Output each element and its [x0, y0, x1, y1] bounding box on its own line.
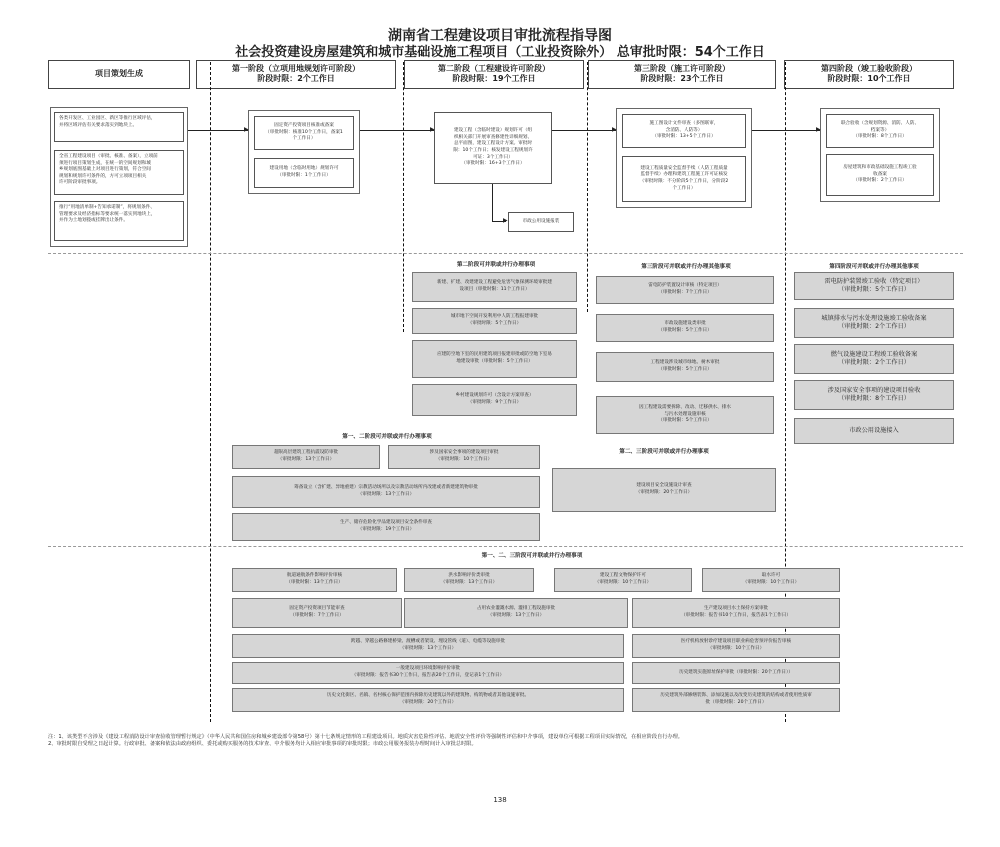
- stage-header-3: [588, 60, 776, 89]
- stage-name: 第一阶段（立项用地规划许可阶段）: [232, 64, 360, 73]
- parallel123-item: 医疗机构放射诊疗建设项目职业病危害预评价报告审核 （审批时限：10个工作日）: [632, 634, 840, 658]
- stage-header-planning: [48, 60, 190, 89]
- parallel4-item: 市政公用设施接入: [794, 418, 954, 444]
- stage4-box: 联合验收（含规划资源、消防、人防、 档案等） （审批时限：8个工作日）: [826, 114, 934, 148]
- parallel2-item: 乡村建设规划许可（含设计方案审查） （审批时限：9个工作日）: [412, 384, 577, 416]
- parallel123-item: 一般建设项目环境影响评价审批 （审批时限：报告书30个工作日，报告表20个工作日，登记表1个工作日）: [232, 662, 624, 684]
- parallel3-title: 第三阶段可并联或并行办理其他事项: [641, 264, 731, 270]
- stage-name: 第四阶段（竣工验收阶段）: [821, 64, 917, 73]
- parallel12-item: 筹备设立（含扩建、异地重建）宗教活动场所以及宗教活动场所内改建或者新建建筑物审批 （审批时限：13个工作日）: [232, 476, 540, 508]
- stage-limit: 阶段时限：23个工作日: [640, 74, 724, 83]
- parallel2-title: 第二阶段可并联或并行办理事项: [456, 262, 536, 268]
- stage-limit: 阶段时限：10个工作日: [827, 74, 911, 83]
- page-number: 138: [493, 796, 507, 804]
- parallel4-item: 城镇排水与污水处理设施竣工验收备案 （审批时限：2个工作日）: [794, 308, 954, 338]
- planning-box: 全省工程建设项目（审批、核准、备案），立项前 须进行项目策划生成，在统一的空间规划和城 乡规划底图基础上对项目进行策划，符合空间 规划和规划许可条件的，方可立项项目相关 许可阶段审批事项。: [54, 150, 184, 195]
- page-subtitle: 社会投资建设房屋建筑和城市基础设施工程项目（工业投资除外） 总审批时限：54个工作日: [235, 45, 765, 60]
- stage1-box: 建设用地（含临时用地）规划许可 （审批时限：1个工作日）: [254, 158, 354, 188]
- stage2-sub-box: 市政公用设施报装: [508, 212, 574, 232]
- parallel123-item: 洪水影响评价类审批 （审批时限：13个工作日）: [404, 568, 534, 592]
- stage-name: 第二阶段（工程建设许可阶段）: [438, 64, 550, 73]
- parallel3-item: 工程建设涉及城市绿地、树木审批 （审批时限：5个工作日）: [596, 352, 774, 382]
- parallel4-item: 燃气设施建设工程竣工验收备案 （审批时限：2个工作日）: [794, 344, 954, 374]
- page-title: 湖南省工程建设项目审批流程指导图: [388, 28, 612, 44]
- stage-header-4: [784, 60, 954, 89]
- flow-arrow: [552, 130, 616, 131]
- stage1-box: 固定资产投资项目核准或备案 （审批时限：核准10个工作日，备案1 个工作日）: [254, 116, 354, 150]
- stage-header-1: [196, 60, 396, 89]
- stage-limit: 阶段时限：2个工作日: [257, 74, 335, 83]
- arrow-head-icon: ▶: [503, 217, 508, 224]
- parallel123-item: 历史文化街区、名镇、名村核心保护范围内拆除历史建筑以外的建筑物、构筑物或者其他设施审批。 （审批时限：20个工作日）: [232, 688, 624, 712]
- stage-header-2: [404, 60, 584, 89]
- parallel4-item: 涉及国家安全事项的建设项目验收 （审批时限：8个工作日）: [794, 380, 954, 410]
- arrow-head-icon: ▶: [816, 126, 821, 133]
- parallel123-item: 建设工程文物保护许可 （审批时限：10个工作日）: [554, 568, 692, 592]
- stage-divider: [403, 62, 404, 332]
- parallel123-item: 取水许可 （审批时限：10个工作日）: [702, 568, 840, 592]
- arrow-head-icon: ▶: [612, 126, 617, 133]
- connector-line: [492, 184, 493, 222]
- parallel23-item: 建设项目安全设施设计审查 （审批时限：20个工作日）: [552, 468, 776, 512]
- section-divider: [48, 253, 963, 254]
- parallel3-item: 雷电防护装置设计审核（特定项目） （审批时限：7个工作日）: [596, 276, 774, 304]
- stage-limit: 阶段时限：19个工作日: [452, 74, 536, 83]
- stage3-box: 建设工程质量安全监督手续（人防工程质量 监督手续）办理和建筑工程施工许可证核发 （审批时限：不分阶段5个工作日，分阶段2 个工作日）: [622, 156, 746, 202]
- parallel123-item: 占用农业灌溉水源、灌排工程设施审批 （审批时限：13个工作日）: [404, 598, 628, 628]
- stage-divider: [587, 62, 588, 312]
- parallel3-item: 因工程建设需要拆除、改动、迁移供水、排水 与污水处理设施审核 （审批时限：5个工作日）: [596, 396, 774, 434]
- parallel2-item: 应建防空地下室的民用建筑项目报建审批或防空地下室易 地建设审批（审批时限：5个工作日）: [412, 340, 577, 378]
- parallel3-item: 市政设施建设类审批 （审批时限：5个工作日）: [596, 314, 774, 342]
- stage-name: 第三阶段（施工许可阶段）: [634, 64, 730, 73]
- parallel123-item: 历史建筑外部修缮装饰、添加设施以及改变历史建筑的结构或者使用性质审 批（审批时限：20个工作日）: [632, 688, 840, 712]
- stage-name: 项目策划生成: [95, 69, 143, 78]
- footnotes: 注：1、该类型不含涉及《建设工程消防设计审查验收管理暂行规定》（中华人民共和国住房和城乡建设部令第58号）第十七条规定情形的工程建设项目。地质灾害危险性评估、地震安全性评价等强制性评估和中介事项，建设单位可根据工程项目实际情况，在相应阶段自行办理。 2、审批时限自受理之日起计算。行政审批、备案和依法由政府组织、委托或购买服务的技术审查、中介服务均计入相应审批事项的审批时限；市政公用服务报装办理时间计入审批总时限。: [48, 734, 683, 747]
- flow-arrow: [752, 130, 820, 131]
- parallel4-title: 第四阶段可并联或并行办理其他事项: [829, 264, 919, 270]
- parallel123-item: 跨越、穿越公路修建桥梁、渡槽或者架设、埋设管线（道）、电缆等设施审批 （审批时限：13个工作日）: [232, 634, 624, 658]
- parallel12-item: 生产、储存危险化学品建设项目安全条件审查 （审批时限：19个工作日）: [232, 513, 540, 541]
- parallel12-item: 涉及国家安全事项的建设项目审批 （审批时限：10个工作日）: [388, 445, 540, 469]
- arrow-head-icon: ▶: [430, 126, 435, 133]
- parallel123-item: 生产建设项目水土保持方案审批 （审批时限：报告书10个工作日，报告表1个工作日）: [632, 598, 840, 628]
- parallel123-item: 航道通航条件影响评价审核 （审批时限：13个工作日）: [232, 568, 397, 592]
- parallel12-item: 超限高层建筑工程抗震设防审批 （审批时限：13个工作日）: [232, 445, 380, 469]
- stage-divider: [210, 62, 211, 722]
- stage4-box: 房屋建筑和市政基础设施工程竣工验 收备案 （审批时限：2个工作日）: [826, 154, 934, 196]
- arrow-head-icon: ▶: [244, 126, 249, 133]
- parallel123-item: 历史建筑实施原址保护审批（审批时限：20个工作日））: [632, 662, 840, 684]
- planning-box: 各类开发区、工业园区、新区等推行区域评估， 并将区域评估有关要求落实到地块上。: [54, 112, 184, 142]
- stage3-box: 施工图设计文件审查（多图联审， 含消防、人防等） （审批时限：13+5个工作日）: [622, 114, 746, 148]
- flow-arrow: [188, 130, 248, 131]
- parallel2-item: 新建、扩建、改建建设工程避免危害气象探测环境审批建 设项目（审批时限：11个工作日）: [412, 272, 577, 302]
- parallel123-title: 第一、二、三阶段可并联或并行办理事项: [481, 553, 583, 559]
- parallel12-title: 第一、二阶段可并联或并行办理事项: [342, 434, 432, 440]
- parallel23-title: 第二、三阶段可并联或并行办理事项: [619, 449, 709, 455]
- parallel2-item: 城市地下空间开发利用中人防工程报建审批 （审批时限：5个工作日）: [412, 308, 577, 334]
- flow-arrow: [360, 130, 434, 131]
- parallel4-item: 雷电防护装置竣工验收（特定项目） （审批时限：5个工作日）: [794, 272, 954, 300]
- stage2-box: 建设工程（含临时建设）规划许可（组 织相关部门开展审查修建性详细规划、 总平面图，建设工程设计方案。审批时 限：10个工作日；核发建设工程规划许 可证：3个工作日） （审批时限：16+3个工作日）: [434, 112, 552, 184]
- parallel123-item: 固定资产投资项目节能审查 （审批时限：7个工作日）: [232, 598, 402, 628]
- section-divider: [48, 546, 963, 547]
- planning-box: 推行“用地清单制+告知承诺制”，将规划条件、 管理要求及经济指标等要求统一落实到地块上， 并作为土地划拨或挂牌出让条件。: [54, 201, 184, 241]
